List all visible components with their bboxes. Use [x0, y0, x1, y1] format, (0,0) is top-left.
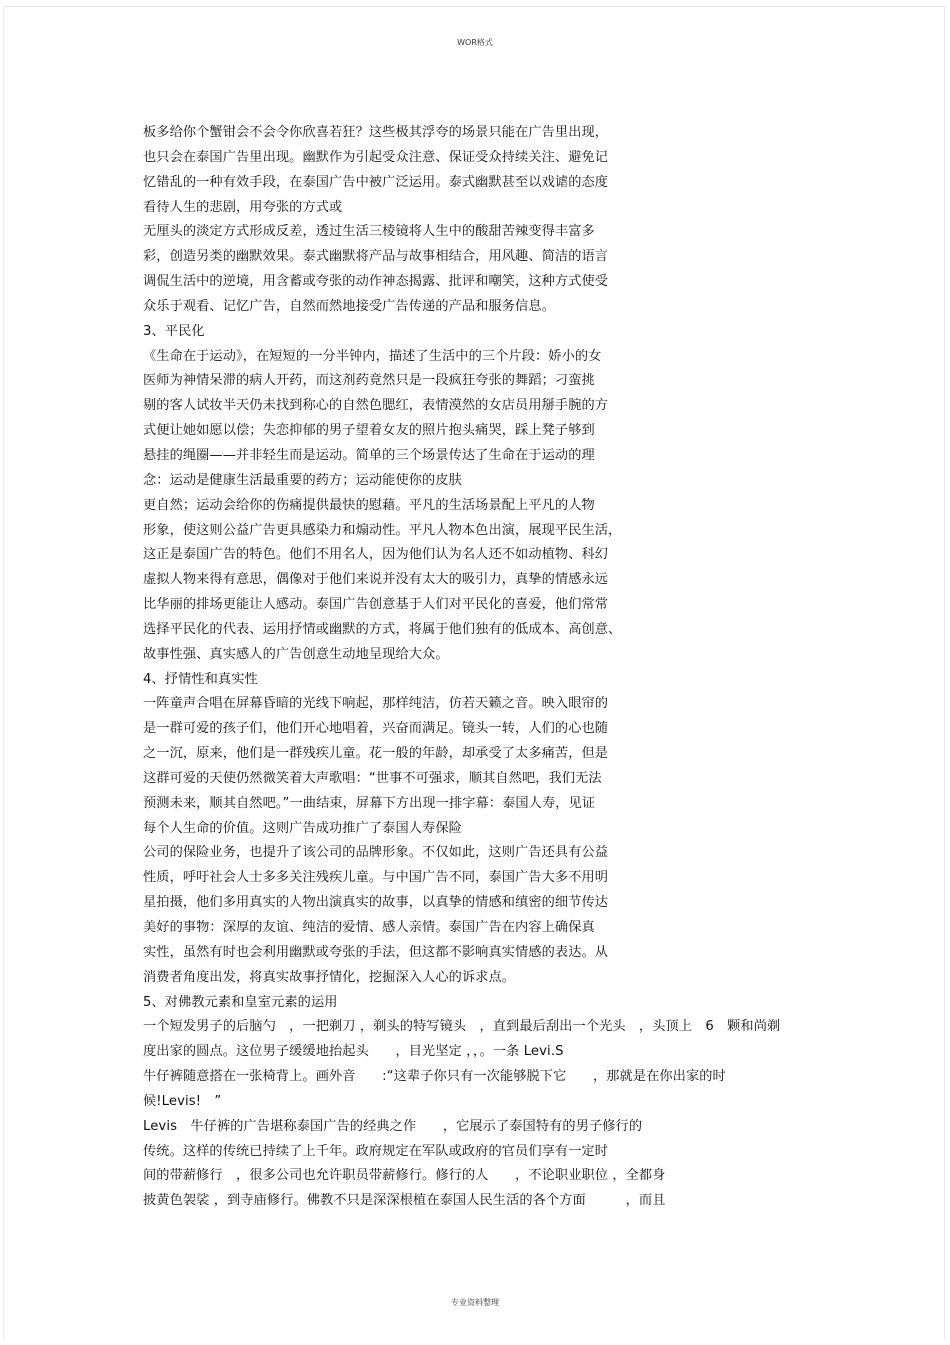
text-line: 无厘头的淡定方式形成反差，透过生活三棱镜将人生中的酸甜苦辣变得丰富多: [143, 224, 595, 240]
text-line: 《生命在于运动》，在短短的一分半钟内，描述了生活中的三个片段：娇小的女: [143, 348, 602, 364]
text-line: 虚拟人物来得有意思，偶像对于他们来说并没有太大的吸引力，真挚的情感永远: [143, 572, 609, 588]
text-line: 也只会在泰国广告里出现。幽默作为引起受众注意、保证受众持续关注、避免记: [143, 149, 609, 165]
text-line: 牛仔裤随意搭在一张椅背上。画外音 :“这辈子你只有一次能够脱下它 ，那就是在你出家的时: [143, 1069, 726, 1085]
text-line: 星拍摄，他们多用真实的人物出演真实的故事，以真挚的情感和缜密的细节传达: [143, 895, 609, 911]
text-line: 选择平民化的代表、运用抒情或幽默的方式，将属于他们独有的低成本、高创意、: [143, 621, 622, 637]
text-line: 性质，呼吁社会人士多多关注残疾儿童。与中国广告不同，泰国广告大多不用明: [143, 870, 609, 886]
text-line: 更自然；运动会给你的伤痛提供最快的慰藉。平凡的生活场景配上平凡的人物: [143, 497, 595, 513]
text-line: 一阵童声合唱在屏幕昏暗的光线下响起，那样纯洁，仿若天籁之音。映入眼帘的: [143, 696, 609, 712]
page-footer: 专业资料整理: [451, 1298, 499, 1307]
text-line: 是一群可爱的孩子们，他们开心地唱着，兴奋而满足。镜头一转，人们的心也随: [143, 721, 609, 737]
text-line: 度出家的圆点。这位男子缓缓地抬起头 ，目光坚定 ，，。一条 Levi.S: [143, 1044, 564, 1060]
text-line: 剔的客人试妆半天仍未找到称心的自然色腮红，表情漠然的女店员用掰手腕的方: [143, 398, 609, 414]
text-line: 医师为神情呆滞的病人开药，而这剂药竟然只是一段疯狂夸张的舞蹈；刁蛮挑: [143, 373, 595, 389]
text-line: 故事性强、真实感人的广告创意生动地呈现给大众。: [143, 646, 449, 662]
text-line: 传统。这样的传统已持续了上千年。政府规定在军队或政府的官员们享有一定时: [143, 1143, 609, 1159]
text-line: 看待人生的悲剧，用夸张的方式或: [143, 199, 343, 215]
text-line: 众乐于观看、记忆广告，自然而然地接受广告传递的产品和服务信息。: [143, 298, 555, 314]
text-line: 这群可爱的天使仍然微笑着大声歌唱：“世事不可强求，顺其自然吧，我们无法: [143, 770, 602, 786]
text-line: 一个短发男子的后脑勺 ，一把剃刀 ，剃头的特写镜头 ，直到最后刮出一个光头 ，头顶上 6 颗和尚剃: [143, 1019, 781, 1035]
text-line: 形象，使这则公益广告更具感染力和煽动性。平凡人物本色出演，展现平民生活，: [143, 522, 622, 538]
text-line: 忆错乱的一种有效手段，在泰国广告中被广泛运用。泰式幽默甚至以戏谑的态度: [143, 174, 609, 190]
text-line: 间的带薪修行 ，很多公司也允许职员带薪修行。修行的人 ，不论职业职位 ，全都身: [143, 1168, 666, 1184]
document-body: [143, 121, 803, 1214]
text-line: Levis 牛仔裤的广告堪称泰国广告的经典之作 ，它展示了泰国特有的男子修行的: [143, 1118, 643, 1134]
text-line: 5、对佛教元素和皇室元素的运用: [143, 994, 338, 1010]
text-line: 板多给你个蟹钳会不会令你欣喜若狂？这些极其浮夸的场景只能在广告里出现，: [143, 125, 609, 140]
text-line: 这正是泰国广告的特色。他们不用名人，因为他们认为名人还不如动植物、科幻: [143, 547, 609, 563]
text-line: 每个人生命的价值。这则广告成功推广了泰国人寿保险: [143, 820, 462, 836]
text-line: 披黄色袈裟 ，到寺庙修行。佛教不只是深深根植在泰国人民生活的各个方面 ，而且: [143, 1193, 666, 1209]
text-line: 美好的事物：深厚的友谊、纯洁的爱情、感人亲情。泰国广告在内容上确保真: [143, 920, 595, 935]
text-line: 式便让她如愿以偿；失恋抑郁的男子望着女友的照片抱头痛哭，踩上凳子够到: [143, 423, 595, 439]
page-header: WOR格式: [457, 38, 493, 47]
text-line: 悬挂的绳圈——并非轻生而是运动。简单的三个场景传达了生命在于运动的理: [143, 447, 595, 463]
text-line: 4、抒情性和真实性: [143, 671, 258, 687]
text-line: 消费者角度出发，将真实故事抒情化，挖掘深入人心的诉求点。: [143, 969, 516, 985]
text-line: 调侃生活中的逆境，用含蓄或夸张的动作神态揭露、批评和嘲笑，这种方式使受: [143, 274, 609, 290]
text-line: 念：运动是健康生活最重要的药方；运动能使你的皮肤: [143, 472, 462, 488]
text-line: 预测未来，顺其自然吧。”一曲结束，屏幕下方出现一排字幕：泰国人寿，见证: [143, 795, 596, 811]
text-line: 公司的保险业务，也提升了该公司的品牌形象。不仅如此，这则广告还具有公益: [143, 845, 609, 861]
text-line: 实性，虽然有时也会利用幽默或夸张的手法，但这都不影响真实情感的表达。从: [143, 944, 609, 960]
text-line: 3、平民化: [143, 323, 205, 339]
text-line: 彩，创造另类的幽默效果。泰式幽默将产品与故事相结合，用风趣、简洁的语言: [143, 249, 609, 265]
text-line: 候!Levis! ”: [143, 1093, 222, 1109]
text-line: 比华丽的排场更能让人感动。泰国广告创意基于人们对平民化的喜爱，他们常常: [143, 597, 609, 613]
text-line: 之一沉，原来，他们是一群残疾儿童。花一般的年龄，却承受了太多痛苦，但是: [143, 746, 609, 762]
